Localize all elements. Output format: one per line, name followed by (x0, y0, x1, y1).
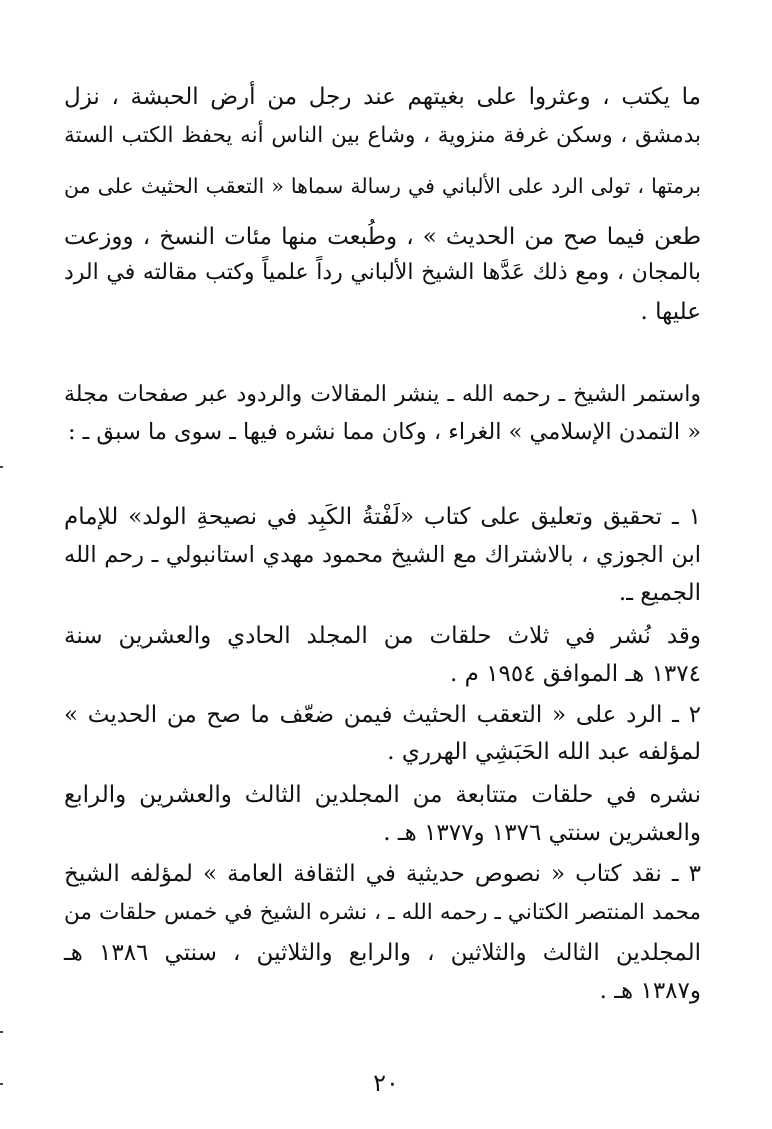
item-3-line-1: ٣ ـ نقد كتاب « نصوص حديثية في الثقافة العامة » لمؤلفه الشيخ (64, 861, 701, 887)
scan-mark (0, 1031, 3, 1033)
item-1-note-line-2: ١٣٧٤ هـ الموافق ١٩٥٤ م . (450, 661, 701, 687)
item-1-note-line-1: وقد نُشر في ثلاث حلقات من المجلد الحادي والعشرين سنة (64, 623, 701, 649)
scan-mark (0, 1083, 3, 1085)
item-2-line-2: لمؤلفه عبد الله الحَبَشِي الهرري . (387, 739, 701, 765)
scan-mark (0, 466, 3, 468)
item-2-note-line-2: والعشرين سنتي ١٣٧٦ و١٣٧٧ هـ . (383, 820, 701, 846)
item-3-line-3: المجلدين الثالث والثلاثين ، والرابع والثلاثين ، سنتي ١٣٨٦ هـ (64, 940, 701, 966)
paragraph-1-line-1: ما يكتب ، وعثروا على بغيتهم عند رجل من أرض الحبشة ، نزل (64, 84, 701, 110)
item-2-note-line-1: نشره في حلقات متتابعة من المجلدين الثالث والعشرين والرابع (64, 782, 701, 808)
item-3-line-2: محمد المنتصر الكتاني ـ رحمه الله ـ ، نشره الشيخ في خمس حلقات من (64, 900, 701, 925)
paragraph-1-line-2: بدمشق ، وسكن غرفة منزوية ، وشاع بين الناس أنه يحفظ الكتب الستة (64, 123, 701, 148)
paragraph-1-line-5: بالمجان ، ومع ذلك عَدَّها الشيخ الألباني رداً علمياً وكتب مقالته في الرد (64, 260, 701, 285)
item-2-line-1: ٢ ـ الرد على « التعقب الحثيث فيمن ضعّف ما صح من الحديث » (64, 702, 701, 728)
paragraph-2-line-2: « التمدن الإسلامي » الغراء ، وكان مما نشره فيها ـ سوى ما سبق ـ : (67, 419, 701, 445)
paragraph-1-line-4: طعن فيما صح من الحديث » ، وطُبعت منها مئات النسخ ، ووزعت (64, 224, 701, 250)
item-3-line-4: و١٣٨٧ هـ . (599, 978, 701, 1004)
item-1-line-2: ابن الجوزي ، بالاشتراك مع الشيخ محمود مهدي استانبولي ـ رحم الله (64, 542, 701, 568)
paragraph-2-line-1: واستمر الشيخ ـ رحمه الله ـ ينشر المقالات والردود عبر صفحات مجلة (64, 382, 701, 407)
page-number: ٢٠ (373, 1069, 399, 1097)
paragraph-1-line-3: برمتها ، تولى الرد على الألباني في رسالة سماها « التعقب الحثيث على من (64, 174, 701, 198)
paragraph-1-line-6: عليها . (640, 299, 701, 325)
item-1-line-1: ١ ـ تحقيق وتعليق على كتاب «لَفْتةُ الكَبِد في نصيحةِ الولد» للإمام (64, 504, 701, 530)
item-1-line-3: الجميع ـ. (618, 580, 701, 606)
